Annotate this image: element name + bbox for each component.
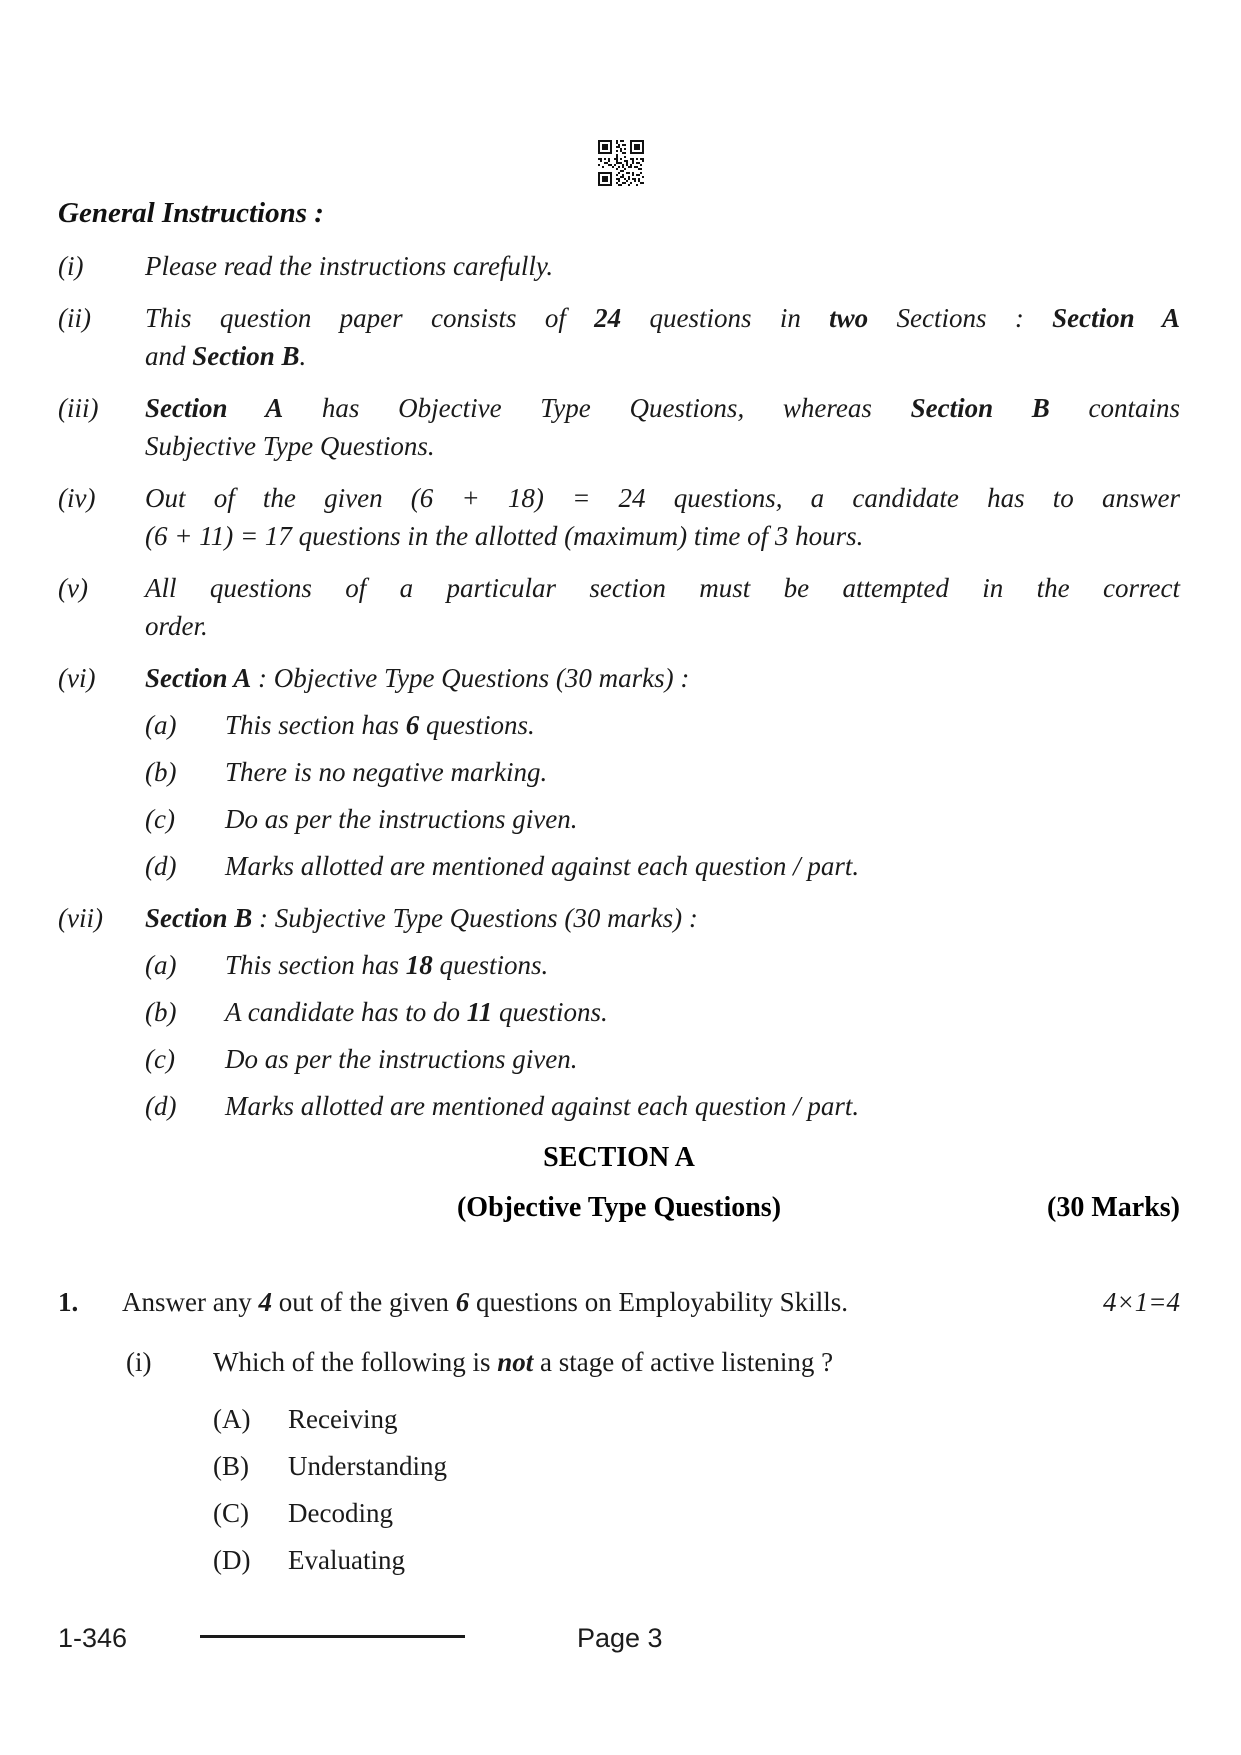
text-segment: Subjective Type Questions. xyxy=(145,431,435,461)
text-segment: 6 xyxy=(405,710,420,740)
answer-option-text: Receiving xyxy=(288,1404,398,1434)
instruction-subitem-label: (c) xyxy=(145,1044,175,1074)
section-a-marks: (30 Marks) xyxy=(1047,1192,1180,1223)
text-segment: 11 xyxy=(466,997,493,1027)
text-segment: not xyxy=(497,1347,534,1377)
instruction-subitem-label: (d) xyxy=(145,1091,177,1121)
subquestion-number: (i) xyxy=(126,1347,152,1377)
answer-option-label: (C) xyxy=(213,1498,249,1528)
footer-divider-line xyxy=(200,1635,465,1638)
section-a-subheading-row xyxy=(58,1189,1180,1227)
answer-option-text: Evaluating xyxy=(288,1545,405,1575)
text-segment: All questions of a particular section must be attempted in the correct xyxy=(145,573,1180,603)
instruction-subitem xyxy=(145,946,1180,984)
instruction-subitem xyxy=(145,706,1180,744)
general-instructions-title: General Instructions : xyxy=(58,197,324,229)
instruction-line xyxy=(145,899,1180,937)
instruction-item-body xyxy=(145,569,1180,645)
instruction-item-body xyxy=(145,659,1180,885)
paper-code: 1-346 xyxy=(58,1623,128,1653)
instruction-subitem-text xyxy=(225,847,1180,885)
text-segment: Do as per the instructions given. xyxy=(225,1044,578,1074)
instruction-subitem-text xyxy=(225,1087,1180,1125)
instruction-item-number: (ii) xyxy=(58,303,91,333)
instruction-line xyxy=(145,569,1180,607)
instruction-item xyxy=(58,247,1180,285)
text-segment: questions. xyxy=(492,997,608,1027)
instruction-line xyxy=(145,247,1180,285)
instruction-item-number: (iv) xyxy=(58,483,96,513)
question-1 xyxy=(58,1283,1180,1579)
instruction-subitem-label: (b) xyxy=(145,997,177,1027)
section-a-subtitle: (Objective Type Questions) xyxy=(456,1192,782,1223)
instruction-item-body xyxy=(145,479,1180,555)
instruction-subitem-label: (d) xyxy=(145,851,177,881)
text-segment: two xyxy=(829,303,869,333)
text-segment: This section has xyxy=(225,710,406,740)
question-number: 1. xyxy=(58,1287,79,1317)
text-segment: Out of the given (6 + 18) = 24 questions, a candidate has to answer xyxy=(145,483,1180,513)
instruction-line xyxy=(145,389,1180,427)
answer-option xyxy=(213,1400,1180,1438)
instruction-item xyxy=(58,569,1180,645)
text-segment: 6 xyxy=(455,1287,470,1317)
question-marks: 4×1=4 xyxy=(1103,1287,1180,1317)
instruction-item xyxy=(58,659,1180,885)
text-segment: and xyxy=(145,341,193,371)
instruction-item-body xyxy=(145,299,1180,375)
instruction-subitem-label: (c) xyxy=(145,804,175,834)
text-segment: 24 xyxy=(594,303,622,333)
instruction-item xyxy=(58,899,1180,1125)
text-segment: Which of the following is xyxy=(213,1347,498,1377)
instruction-subitem-text xyxy=(225,753,1180,791)
instruction-line xyxy=(145,299,1180,337)
text-segment: Marks allotted are mentioned against each question / part. xyxy=(225,851,860,881)
answer-options-list xyxy=(58,1400,1180,1579)
instruction-subitem xyxy=(145,800,1180,838)
instruction-subitem-label: (a) xyxy=(145,950,177,980)
text-segment: a stage of active listening ? xyxy=(533,1347,834,1377)
instruction-item-body xyxy=(145,247,1180,285)
text-segment: Please read the instructions carefully. xyxy=(145,251,554,281)
page-number: Page 3 xyxy=(577,1623,663,1653)
answer-option-text: Understanding xyxy=(288,1451,447,1481)
instruction-line xyxy=(145,659,1180,697)
instruction-item-number: (iii) xyxy=(58,393,99,423)
page-content xyxy=(58,193,1180,1579)
instruction-line xyxy=(145,479,1180,517)
answer-option xyxy=(213,1541,1180,1579)
instruction-subitem xyxy=(145,993,1180,1031)
answer-option xyxy=(213,1494,1180,1532)
text-segment: (6 + 11) = 17 questions in the allotted (maximum) time of 3 hours. xyxy=(145,521,864,551)
instruction-subitem xyxy=(145,753,1180,791)
instruction-item-number: (v) xyxy=(58,573,88,603)
instruction-subitem xyxy=(145,847,1180,885)
qr-code-icon xyxy=(598,140,644,186)
text-segment: There is no negative marking. xyxy=(225,757,548,787)
answer-option-label: (B) xyxy=(213,1451,249,1481)
text-segment: Sections : xyxy=(868,303,1053,333)
instruction-subitem-label: (a) xyxy=(145,710,177,740)
text-segment: 18 xyxy=(405,950,433,980)
text-segment: : Subjective Type Questions (30 marks) : xyxy=(252,903,698,933)
text-segment: Section B xyxy=(910,393,1050,423)
text-segment: Do as per the instructions given. xyxy=(225,804,578,834)
instruction-subitem-text xyxy=(225,800,1180,838)
general-instructions-list xyxy=(58,247,1180,1125)
question-1-subquestion xyxy=(126,1343,1180,1381)
instruction-item xyxy=(58,389,1180,465)
text-segment: A candidate has to do xyxy=(225,997,467,1027)
answer-option-text: Decoding xyxy=(288,1498,393,1528)
answer-option-label: (A) xyxy=(213,1404,251,1434)
instruction-subitem-text xyxy=(225,1040,1180,1078)
instruction-subitem xyxy=(145,1040,1180,1078)
instruction-item-number: (vi) xyxy=(58,663,96,693)
instruction-line xyxy=(145,427,1180,465)
text-segment: Section A xyxy=(145,663,252,693)
question-1-row xyxy=(58,1283,1180,1321)
instruction-line xyxy=(145,607,1180,645)
text-segment: . xyxy=(299,341,307,371)
text-segment: questions. xyxy=(432,950,549,980)
instruction-line xyxy=(145,337,1180,375)
instruction-item-body xyxy=(145,899,1180,1125)
instruction-item-body xyxy=(145,389,1180,465)
instruction-subitem-label: (b) xyxy=(145,757,177,787)
text-segment: This question paper consists of xyxy=(145,303,595,333)
text-segment: This section has xyxy=(225,950,406,980)
text-segment: has Objective Type Questions, whereas xyxy=(283,393,911,423)
answer-option xyxy=(213,1447,1180,1485)
instruction-subitem-text xyxy=(225,706,1180,744)
text-segment: Marks allotted are mentioned against each question / part. xyxy=(225,1091,860,1121)
subquestion-text xyxy=(213,1343,833,1381)
text-segment: : Objective Type Questions (30 marks) : xyxy=(251,663,690,693)
qr-code-container xyxy=(0,0,1241,186)
text-segment: questions in xyxy=(621,303,830,333)
instruction-item xyxy=(58,299,1180,375)
instruction-subitem xyxy=(145,1087,1180,1125)
text-segment: contains xyxy=(1049,393,1181,423)
page-footer xyxy=(58,1622,1180,1662)
section-a-heading: SECTION A xyxy=(543,1142,695,1173)
text-segment: out of the given xyxy=(271,1287,456,1317)
text-segment: 4 xyxy=(258,1287,272,1317)
question-text xyxy=(122,1283,1103,1321)
text-segment: questions on Employability Skills. xyxy=(469,1287,848,1317)
instruction-sublist xyxy=(145,706,1180,885)
instruction-sublist xyxy=(145,946,1180,1125)
instruction-item-number: (i) xyxy=(58,251,84,281)
text-segment: order. xyxy=(145,611,208,641)
instruction-subitem-text xyxy=(225,946,1180,984)
text-segment: Section A xyxy=(145,393,284,423)
text-segment: questions. xyxy=(419,710,535,740)
answer-option-label: (D) xyxy=(213,1545,251,1575)
instruction-line xyxy=(145,517,1180,555)
text-segment: Section B xyxy=(192,341,300,371)
instruction-item xyxy=(58,479,1180,555)
text-segment: Section A xyxy=(1052,303,1180,333)
instruction-item-number: (vii) xyxy=(58,903,103,933)
text-segment: Answer any xyxy=(122,1287,259,1317)
text-segment: Section B xyxy=(145,903,253,933)
instruction-subitem-text xyxy=(225,993,1180,1031)
